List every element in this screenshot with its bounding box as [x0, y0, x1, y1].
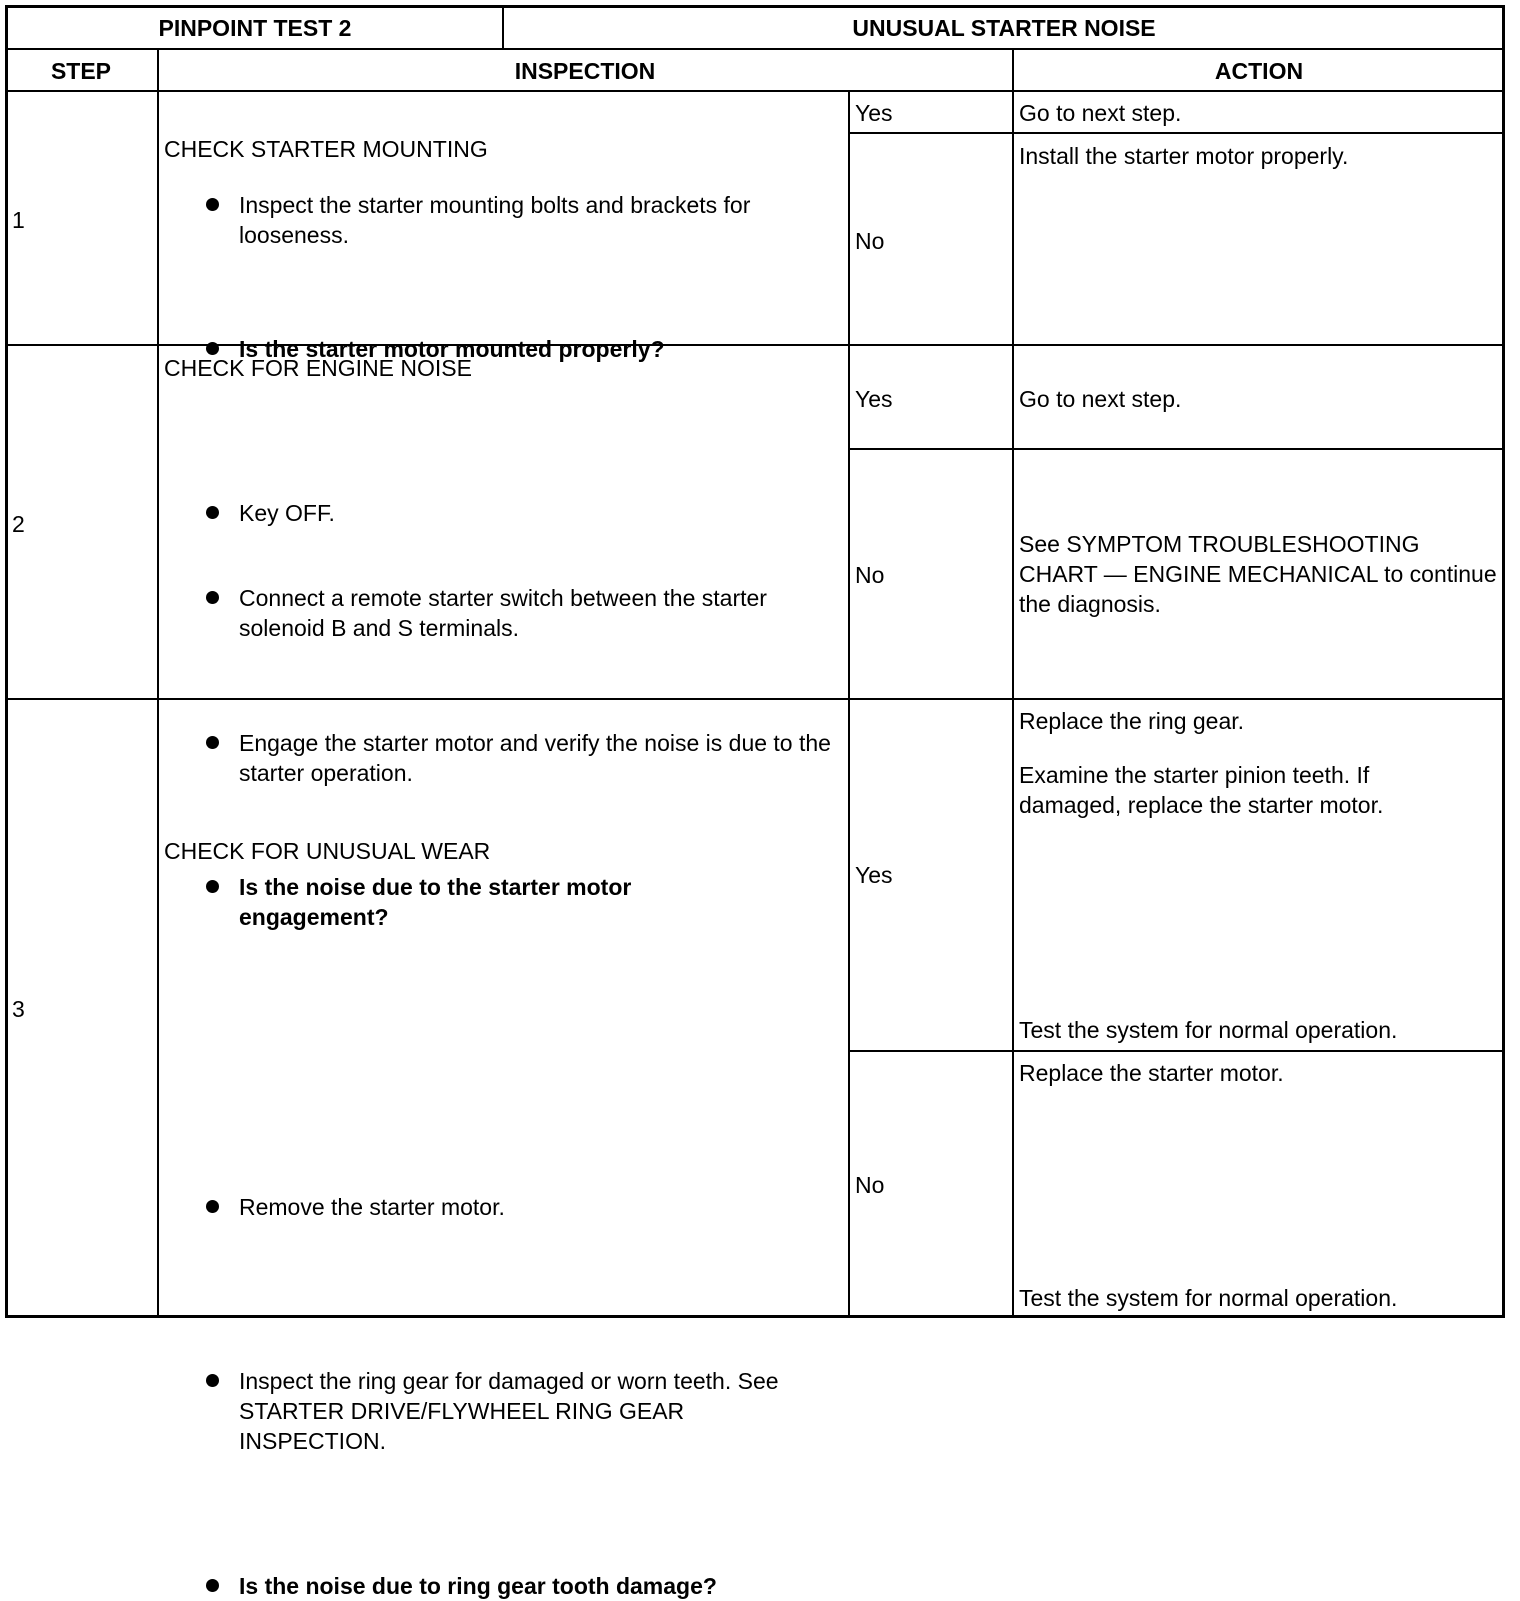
bullet-icon — [206, 198, 219, 211]
row-divider — [848, 132, 1505, 134]
column-header-action: ACTION — [1214, 58, 1304, 84]
action-text: Go to next step. — [1019, 386, 1182, 412]
bullet-icon — [206, 1374, 219, 1387]
answer-no: No — [855, 562, 885, 588]
inspection-title: CHECK FOR ENGINE NOISE — [164, 355, 472, 381]
inspection-bullet: Engage the starter motor and verify the noise is due to the starter operation. — [164, 728, 834, 788]
step-number: 1 — [12, 207, 25, 233]
row-divider — [5, 90, 1505, 92]
action-text: Examine the starter pinion teeth. If damaged, replace the starter motor. — [1019, 762, 1384, 818]
answer-no: No — [855, 1172, 885, 1198]
bullet-icon — [206, 1200, 219, 1213]
row-divider — [5, 698, 1505, 700]
inspection-bullet: Remove the starter motor. — [164, 1192, 834, 1222]
inspection-bullet: Inspect the ring gear for damaged or worn teeth. See STARTER DRIVE/FLYWHEEL RING GEAR INSPECTION. — [164, 1366, 784, 1456]
inspection-question: Is the noise due to ring gear tooth damage? — [164, 1571, 834, 1601]
inspection-bullet: Key OFF. — [164, 498, 834, 528]
answer-no: No — [855, 228, 885, 254]
bullet-icon — [206, 736, 219, 749]
row-divider — [848, 448, 1505, 450]
test-subtitle: UNUSUAL STARTER NOISE — [852, 15, 1156, 41]
bullet-icon — [206, 591, 219, 604]
step-number: 3 — [12, 996, 25, 1022]
action-text: See SYMPTOM TROUBLESHOOTING CHART — ENGINE MECHANICAL to continue the diagnosis. — [1019, 531, 1497, 617]
column-header-inspection: INSPECTION — [514, 58, 656, 84]
action-text: Replace the starter motor. — [1019, 1060, 1284, 1086]
step-number: 2 — [12, 511, 25, 537]
column-divider — [848, 90, 850, 1318]
bullet-icon — [206, 1579, 219, 1592]
action-text: Test the system for normal operation. — [1019, 1285, 1398, 1311]
answer-yes: Yes — [855, 100, 893, 126]
answer-yes: Yes — [855, 862, 893, 888]
column-divider — [157, 48, 159, 1318]
answer-yes: Yes — [855, 386, 893, 412]
row-divider — [848, 1050, 1505, 1052]
test-title: PINPOINT TEST 2 — [158, 15, 352, 41]
inspection-bullet: Inspect the starter mounting bolts and brackets for looseness. — [164, 190, 834, 250]
inspection-title: CHECK STARTER MOUNTING — [164, 136, 488, 162]
bullet-icon — [206, 506, 219, 519]
inspection-bullet: Connect a remote starter switch between the starter solenoid B and S terminals. — [164, 583, 834, 643]
column-divider — [1012, 48, 1014, 1318]
action-text: Go to next step. — [1019, 100, 1182, 126]
row-divider — [5, 48, 1505, 50]
action-text: Replace the ring gear. — [1019, 708, 1245, 734]
action-text: Install the starter motor properly. — [1019, 143, 1349, 169]
inspection-title: CHECK FOR UNUSUAL WEAR — [164, 838, 491, 864]
action-text: Test the system for normal operation. — [1019, 1017, 1398, 1043]
column-header-step: STEP — [50, 58, 112, 84]
bullet-icon — [206, 880, 219, 893]
inspection-question: Is the starter motor mounted properly? — [164, 334, 834, 364]
inspection-question: Is the noise due to the starter motor engagement? — [164, 872, 724, 932]
